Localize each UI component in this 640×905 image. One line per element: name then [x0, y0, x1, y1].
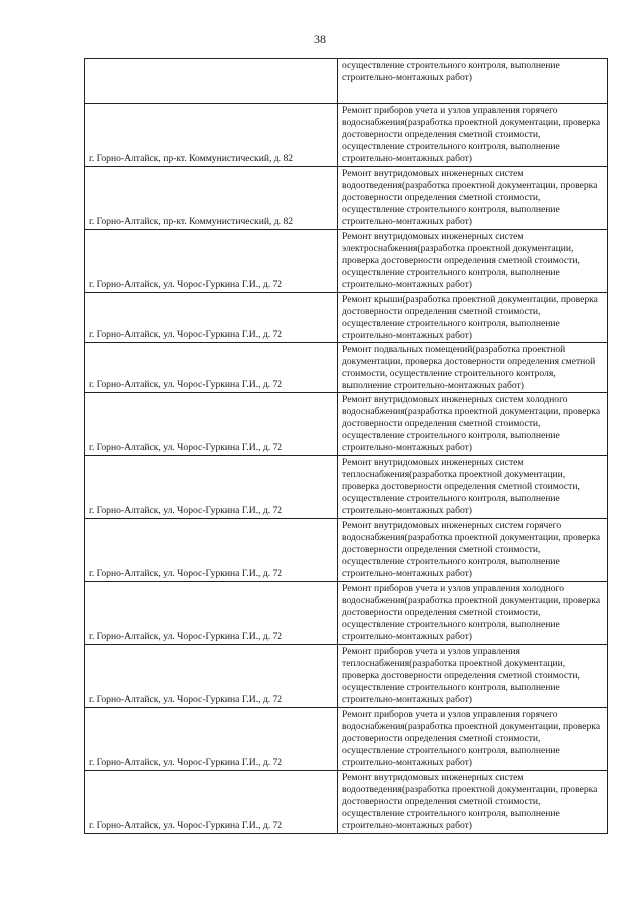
- work-description-cell: Ремонт подвальных помещений(разработка проектной документации, проверка достоверности определения сметной стоимости, осуществление строительного контроля, выполнение строительно-монтажных работ): [338, 343, 608, 393]
- page-number: 38: [314, 32, 326, 46]
- address-cell: г. Горно-Алтайск, ул. Чорос-Гуркина Г.И., д. 72: [85, 771, 338, 834]
- work-description-cell: Ремонт внутридомовых инженерных систем холодного водоснабжения(разработка проектной документации, проверка достоверности определения сметной стоимости, осуществление строительного контроля, выполнение строительно-монтажных работ): [338, 393, 608, 456]
- work-description-cell: Ремонт внутридомовых инженерных систем водоотведения(разработка проектной документации, проверка достоверности определения сметной стоимости, осуществление строительного контроля, выполнение строительно-монтажных работ): [338, 167, 608, 230]
- table-row: [85, 104, 608, 167]
- table-row: [85, 343, 608, 393]
- works-table: [84, 58, 608, 834]
- table-row: [85, 59, 608, 104]
- table-row: [85, 708, 608, 771]
- table-row: [85, 771, 608, 834]
- work-description-cell: Ремонт внутридомовых инженерных систем горячего водоснабжения(разработка проектной документации, проверка достоверности определения сметной стоимости, осуществление строительного контроля, выполнение строительно-монтажных работ): [338, 519, 608, 582]
- work-description-cell: Ремонт крыши(разработка проектной документации, проверка достоверности определения сметной стоимости, осуществление строительного контроля, выполнение строительно-монтажных работ): [338, 293, 608, 343]
- address-cell: г. Горно-Алтайск, ул. Чорос-Гуркина Г.И., д. 72: [85, 230, 338, 293]
- address-cell: г. Горно-Алтайск, ул. Чорос-Гуркина Г.И., д. 72: [85, 519, 338, 582]
- table-row: [85, 230, 608, 293]
- address-cell: г. Горно-Алтайск, ул. Чорос-Гуркина Г.И., д. 72: [85, 582, 338, 645]
- table-row: [85, 293, 608, 343]
- address-cell: г. Горно-Алтайск, ул. Чорос-Гуркина Г.И., д. 72: [85, 293, 338, 343]
- work-description-cell: Ремонт приборов учета и узлов управления горячего водоснабжения(разработка проектной документации, проверка достоверности определения сметной стоимости, осуществление строительного контроля, выполнение строительно-монтажных работ): [338, 104, 608, 167]
- table-row: [85, 645, 608, 708]
- address-cell: г. Горно-Алтайск, пр-кт. Коммунистический, д. 82: [85, 104, 338, 167]
- work-description-cell: осуществление строительного контроля, выполнение строительно-монтажных работ): [338, 59, 608, 104]
- table-row: [85, 519, 608, 582]
- address-cell: г. Горно-Алтайск, пр-кт. Коммунистический, д. 82: [85, 167, 338, 230]
- table-row: [85, 167, 608, 230]
- table-row: [85, 393, 608, 456]
- address-cell: г. Горно-Алтайск, ул. Чорос-Гуркина Г.И., д. 72: [85, 393, 338, 456]
- work-description-cell: Ремонт внутридомовых инженерных систем водоотведения(разработка проектной документации, проверка достоверности определения сметной стоимости, осуществление строительного контроля, выполнение строительно-монтажных работ): [338, 771, 608, 834]
- work-description-cell: Ремонт приборов учета и узлов управления холодного водоснабжения(разработка проектной документации, проверка достоверности определения сметной стоимости, осуществление строительного контроля, выполнение строительно-монтажных работ): [338, 582, 608, 645]
- table-row: [85, 582, 608, 645]
- work-description-cell: Ремонт приборов учета и узлов управления теплоснабжения(разработка проектной документации, проверка достоверности определения сметной стоимости, осуществление строительного контроля, выполнение строительно-монтажных работ): [338, 645, 608, 708]
- work-description-cell: Ремонт внутридомовых инженерных систем теплоснабжения(разработка проектной документации, проверка достоверности определения сметной стоимости, осуществление строительного контроля, выполнение строительно-монтажных работ): [338, 456, 608, 519]
- address-cell: г. Горно-Алтайск, ул. Чорос-Гуркина Г.И., д. 72: [85, 343, 338, 393]
- address-cell: г. Горно-Алтайск, ул. Чорос-Гуркина Г.И., д. 72: [85, 645, 338, 708]
- work-description-cell: Ремонт приборов учета и узлов управления горячего водоснабжения(разработка проектной документации, проверка достоверности определения сметной стоимости, осуществление строительного контроля, выполнение строительно-монтажных работ): [338, 708, 608, 771]
- address-cell: г. Горно-Алтайск, ул. Чорос-Гуркина Г.И., д. 72: [85, 708, 338, 771]
- work-description-cell: Ремонт внутридомовых инженерных систем электроснабжения(разработка проектной документации, проверка достоверности определения сметной стоимости, осуществление строительного контроля, выполнение строительно-монтажных работ): [338, 230, 608, 293]
- address-cell: [85, 59, 338, 104]
- table-row: [85, 456, 608, 519]
- address-cell: г. Горно-Алтайск, ул. Чорос-Гуркина Г.И., д. 72: [85, 456, 338, 519]
